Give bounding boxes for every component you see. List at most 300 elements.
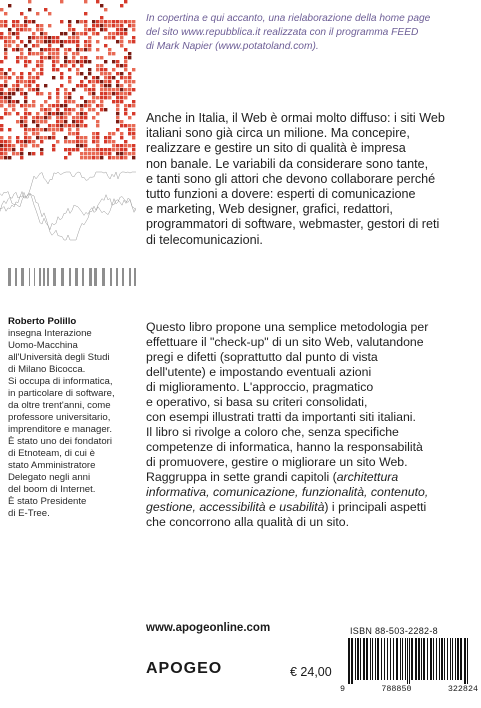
barcode-bar bbox=[377, 638, 379, 680]
description-line: e operativo, si basa su criteri consolidati, bbox=[146, 395, 368, 409]
art-pixel bbox=[84, 48, 87, 51]
art-pixel bbox=[64, 124, 67, 127]
art-pixel bbox=[8, 36, 11, 39]
art-pixel bbox=[20, 116, 23, 119]
art-pixel bbox=[4, 100, 7, 103]
barcode-digit-group: 788850 bbox=[381, 684, 412, 694]
art-pixel bbox=[112, 132, 115, 135]
chapter-list: architettura bbox=[336, 470, 399, 484]
art-pixel bbox=[108, 136, 111, 139]
art-pixel bbox=[4, 84, 7, 87]
art-pixel bbox=[108, 52, 111, 55]
art-pixel bbox=[76, 116, 79, 119]
art-pixel bbox=[132, 20, 135, 23]
art-pixel bbox=[64, 32, 67, 35]
art-pixel bbox=[32, 100, 35, 103]
art-pixel bbox=[72, 56, 75, 59]
art-pixel bbox=[68, 68, 71, 71]
art-pixel bbox=[32, 132, 35, 135]
art-pixel bbox=[20, 28, 23, 31]
art-pixel bbox=[96, 124, 99, 127]
art-pixel bbox=[92, 20, 95, 23]
art-pixel bbox=[120, 156, 123, 159]
art-pixel bbox=[88, 72, 91, 75]
art-pixel bbox=[28, 52, 31, 55]
art-pixel bbox=[128, 52, 131, 55]
art-pixel bbox=[88, 156, 91, 159]
art-pixel bbox=[0, 24, 3, 27]
art-pixel bbox=[24, 84, 27, 87]
art-pixel bbox=[128, 128, 131, 131]
art-pixel bbox=[84, 12, 87, 15]
art-line bbox=[0, 192, 136, 240]
art-pixel bbox=[8, 100, 11, 103]
art-pixel bbox=[16, 80, 19, 83]
art-pixel bbox=[52, 148, 55, 151]
art-pixel bbox=[4, 80, 7, 83]
art-pixel bbox=[0, 68, 3, 71]
art-pixel bbox=[72, 36, 75, 39]
art-pixel bbox=[128, 76, 131, 79]
art-pixel bbox=[20, 148, 23, 151]
decor-bar bbox=[75, 268, 78, 286]
description-line: con esempi illustrati tratti da importanti siti italiani. bbox=[146, 410, 416, 424]
art-pixel bbox=[24, 64, 27, 67]
art-pixel bbox=[124, 20, 127, 23]
art-pixel bbox=[120, 28, 123, 31]
author-bio-line: del boom di Internet. bbox=[8, 484, 96, 495]
art-pixel bbox=[116, 116, 119, 119]
intro-line: e tanti sono gli attori che devono collaborare perché bbox=[146, 171, 436, 186]
art-pixel bbox=[28, 88, 31, 91]
description-text: ) i principali aspetti bbox=[324, 500, 427, 514]
art-pixel bbox=[84, 24, 87, 27]
art-pixel bbox=[28, 80, 31, 83]
art-pixel bbox=[116, 92, 119, 95]
art-pixel bbox=[84, 116, 87, 119]
art-pixel bbox=[88, 44, 91, 47]
art-pixel bbox=[56, 120, 59, 123]
art-pixel bbox=[52, 132, 55, 135]
art-pixel bbox=[120, 124, 123, 127]
art-pixel bbox=[40, 24, 43, 27]
art-pixel bbox=[108, 32, 111, 35]
art-pixel bbox=[24, 128, 27, 131]
art-pixel bbox=[40, 60, 43, 63]
art-pixel bbox=[16, 100, 19, 103]
art-pixel bbox=[100, 152, 103, 155]
art-pixel bbox=[76, 84, 79, 87]
art-pixel bbox=[108, 132, 111, 135]
decor-bar bbox=[15, 268, 17, 286]
art-pixel bbox=[96, 156, 99, 159]
art-pixel bbox=[48, 96, 51, 99]
art-pixel bbox=[4, 112, 7, 115]
art-pixel bbox=[24, 108, 27, 111]
art-pixel bbox=[112, 148, 115, 151]
art-pixel bbox=[44, 108, 47, 111]
art-pixel bbox=[56, 48, 59, 51]
art-pixel bbox=[116, 100, 119, 103]
art-pixel bbox=[56, 96, 59, 99]
barcode-bar bbox=[355, 638, 356, 680]
art-pixel bbox=[40, 68, 43, 71]
art-pixel bbox=[28, 20, 31, 23]
art-pixel bbox=[108, 72, 111, 75]
art-pixel bbox=[68, 48, 71, 51]
art-pixel bbox=[120, 132, 123, 135]
art-pixel bbox=[96, 24, 99, 27]
art-pixel bbox=[4, 92, 7, 95]
art-pixel bbox=[8, 88, 11, 91]
art-pixel bbox=[24, 56, 27, 59]
art-pixel bbox=[16, 152, 19, 155]
art-pixel bbox=[4, 56, 7, 59]
art-pixel bbox=[80, 56, 83, 59]
art-pixel bbox=[20, 144, 23, 147]
chapter-list: informativa, comunicazione, funzionalità, contenuto, bbox=[146, 485, 429, 499]
art-pixel bbox=[120, 84, 123, 87]
art-pixel bbox=[100, 148, 103, 151]
art-pixel bbox=[84, 152, 87, 155]
art-pixel bbox=[88, 92, 91, 95]
caption-line: del sito www.repubblica.it realizzata con il programma FEED bbox=[146, 27, 419, 38]
art-pixel bbox=[8, 156, 11, 159]
art-pixel bbox=[8, 148, 11, 151]
art-pixel bbox=[52, 56, 55, 59]
art-pixel bbox=[132, 28, 135, 31]
art-pixel bbox=[4, 140, 7, 143]
art-pixel bbox=[124, 104, 127, 107]
art-pixel bbox=[88, 148, 91, 151]
art-pixel bbox=[116, 156, 119, 159]
art-pixel bbox=[8, 28, 11, 31]
art-pixel bbox=[44, 112, 47, 115]
art-pixel bbox=[132, 24, 135, 27]
art-pixel bbox=[64, 64, 67, 67]
art-pixel bbox=[16, 60, 19, 63]
art-pixel bbox=[68, 100, 71, 103]
barcode-bar bbox=[439, 638, 440, 680]
art-pixel bbox=[20, 152, 23, 155]
art-pixel bbox=[76, 140, 79, 143]
art-pixel bbox=[56, 116, 59, 119]
art-pixel bbox=[128, 92, 131, 95]
art-pixel bbox=[8, 76, 11, 79]
caption-line: di Mark Napier (www.potatoland.com). bbox=[146, 41, 319, 52]
art-pixel bbox=[48, 56, 51, 59]
art-pixel bbox=[32, 68, 35, 71]
author-bio-line: in particolare di software, bbox=[8, 388, 115, 399]
art-pixel bbox=[100, 80, 103, 83]
decor-bar bbox=[69, 268, 71, 286]
art-pixel bbox=[100, 28, 103, 31]
art-pixel bbox=[44, 120, 47, 123]
art-pixel bbox=[60, 72, 63, 75]
art-pixel bbox=[48, 24, 51, 27]
art-pixel bbox=[116, 60, 119, 63]
author-bio-line: all'Università degli Studi bbox=[8, 352, 110, 363]
art-pixel bbox=[96, 56, 99, 59]
art-pixel bbox=[52, 144, 55, 147]
art-pixel bbox=[88, 48, 91, 51]
art-pixel bbox=[108, 88, 111, 91]
art-pixel bbox=[84, 60, 87, 63]
art-pixel bbox=[132, 156, 135, 159]
art-pixel bbox=[72, 148, 75, 151]
art-pixel bbox=[96, 48, 99, 51]
art-pixel bbox=[36, 124, 39, 127]
art-pixel bbox=[44, 48, 47, 51]
barcode-bar bbox=[348, 638, 350, 684]
art-pixel bbox=[116, 120, 119, 123]
caption-line: In copertina e qui accanto, una rielaborazione della home page bbox=[146, 13, 431, 24]
art-pixel bbox=[8, 4, 11, 7]
art-pixel bbox=[0, 152, 3, 155]
art-pixel bbox=[132, 80, 135, 83]
art-pixel bbox=[72, 116, 75, 119]
art-pixel bbox=[56, 128, 59, 131]
art-pixel bbox=[56, 124, 59, 127]
art-pixel bbox=[120, 4, 123, 7]
art-pixel bbox=[24, 92, 27, 95]
art-pixel bbox=[76, 136, 79, 139]
art-pixel bbox=[108, 96, 111, 99]
art-pixel bbox=[60, 44, 63, 47]
barcode-bar bbox=[366, 638, 368, 680]
art-pixel bbox=[32, 144, 35, 147]
art-pixel bbox=[0, 92, 3, 95]
art-pixel bbox=[0, 128, 3, 131]
art-pixel bbox=[4, 72, 7, 75]
art-pixel bbox=[84, 40, 87, 43]
art-pixel bbox=[24, 24, 27, 27]
art-pixel bbox=[32, 116, 35, 119]
art-pixel bbox=[0, 136, 3, 139]
art-pixel bbox=[20, 92, 23, 95]
art-pixel bbox=[88, 88, 91, 91]
art-pixel bbox=[64, 112, 67, 115]
art-pixel bbox=[124, 108, 127, 111]
art-pixel bbox=[72, 100, 75, 103]
art-pixel bbox=[68, 140, 71, 143]
barcode-bar bbox=[441, 638, 443, 680]
art-pixel bbox=[60, 76, 63, 79]
art-pixel bbox=[68, 124, 71, 127]
art-pixel bbox=[36, 92, 39, 95]
art-pixel bbox=[60, 40, 63, 43]
art-pixel bbox=[36, 116, 39, 119]
art-pixel bbox=[80, 32, 83, 35]
art-pixel bbox=[64, 156, 67, 159]
author-bio bbox=[8, 316, 136, 520]
barcode-digits bbox=[340, 684, 478, 694]
art-pixel bbox=[68, 132, 71, 135]
art-pixel bbox=[12, 72, 15, 75]
art-pixel bbox=[68, 112, 71, 115]
art-pixel bbox=[92, 140, 95, 143]
art-pixel bbox=[24, 144, 27, 147]
author-bio-line: da oltre trent'anni, come bbox=[8, 400, 111, 411]
art-pixel bbox=[128, 84, 131, 87]
art-pixel bbox=[80, 80, 83, 83]
art-pixel bbox=[32, 152, 35, 155]
art-pixel bbox=[72, 108, 75, 111]
art-pixel bbox=[80, 152, 83, 155]
art-pixel bbox=[96, 144, 99, 147]
art-pixel bbox=[80, 120, 83, 123]
description-line: competenze di informatica, hanno la responsabilità bbox=[146, 440, 423, 454]
art-pixel bbox=[64, 120, 67, 123]
art-pixel bbox=[76, 120, 79, 123]
art-pixel bbox=[84, 32, 87, 35]
art-pixel bbox=[80, 112, 83, 115]
art-pixel bbox=[92, 92, 95, 95]
art-pixel bbox=[20, 88, 23, 91]
art-pixel bbox=[76, 68, 79, 71]
art-pixel bbox=[104, 72, 107, 75]
art-pixel bbox=[36, 52, 39, 55]
art-pixel bbox=[56, 104, 59, 107]
art-pixel bbox=[8, 40, 11, 43]
art-pixel bbox=[40, 92, 43, 95]
art-pixel bbox=[104, 76, 107, 79]
art-pixel bbox=[128, 20, 131, 23]
art-pixel bbox=[92, 32, 95, 35]
barcode-bar bbox=[396, 638, 398, 680]
art-pixel bbox=[56, 68, 59, 71]
barcode-bar bbox=[351, 638, 353, 684]
intro-line: programmatori di software, webmaster, gestori di reti bbox=[146, 217, 440, 232]
art-pixel bbox=[40, 104, 43, 107]
art-pixel bbox=[108, 140, 111, 143]
art-pixel bbox=[120, 144, 123, 147]
author-bio-line: insegna Interazione bbox=[8, 328, 92, 339]
art-pixel bbox=[80, 20, 83, 23]
barcode-bar bbox=[430, 638, 432, 680]
art-pixel bbox=[112, 88, 115, 91]
art-pixel bbox=[100, 156, 103, 159]
art-pixel bbox=[120, 136, 123, 139]
art-pixel bbox=[48, 128, 51, 131]
art-pixel bbox=[36, 64, 39, 67]
art-pixel bbox=[48, 52, 51, 55]
publisher-website[interactable]: www.apogeonline.com bbox=[146, 622, 271, 634]
art-pixel bbox=[92, 100, 95, 103]
decor-bar bbox=[29, 268, 30, 286]
decor-bar bbox=[116, 268, 118, 286]
art-pixel bbox=[36, 12, 39, 15]
art-pixel bbox=[44, 40, 47, 43]
art-pixel bbox=[88, 100, 91, 103]
art-pixel bbox=[124, 80, 127, 83]
description-line: di miglioramento. L'approccio, pragmatico bbox=[146, 380, 374, 394]
author-bio-line: di E-Tree. bbox=[8, 508, 50, 519]
art-pixel bbox=[8, 140, 11, 143]
art-pixel bbox=[24, 140, 27, 143]
art-pixel bbox=[92, 88, 95, 91]
art-pixel bbox=[64, 88, 67, 91]
art-pixel bbox=[132, 144, 135, 147]
art-pixel bbox=[84, 84, 87, 87]
art-pixel bbox=[80, 144, 83, 147]
art-pixel bbox=[104, 92, 107, 95]
art-pixel bbox=[52, 36, 55, 39]
art-pixel bbox=[124, 92, 127, 95]
description-line: Il libro si rivolge a coloro che, senza specifiche bbox=[146, 425, 399, 439]
art-pixel bbox=[112, 140, 115, 143]
art-pixel bbox=[84, 140, 87, 143]
art-pixel bbox=[88, 60, 91, 63]
author-bio-line: Delegato negli anni bbox=[8, 472, 91, 483]
author-bio-line: È stato Presidente bbox=[8, 496, 87, 507]
art-pixel bbox=[68, 24, 71, 27]
art-pixel bbox=[96, 32, 99, 35]
decor-bar bbox=[39, 268, 41, 286]
author-bio-line: professore universitario, bbox=[8, 412, 111, 423]
art-pixel bbox=[72, 124, 75, 127]
art-pixel bbox=[40, 32, 43, 35]
barcode-bar bbox=[357, 638, 359, 680]
art-pixel bbox=[40, 28, 43, 31]
art-pixel bbox=[80, 108, 83, 111]
art-pixel bbox=[0, 32, 3, 35]
art-pixel bbox=[92, 156, 95, 159]
art-pixel bbox=[16, 24, 19, 27]
art-pixel bbox=[16, 112, 19, 115]
art-pixel bbox=[36, 136, 39, 139]
art-pixel bbox=[104, 152, 107, 155]
art-pixel bbox=[24, 60, 27, 63]
art-pixel bbox=[72, 132, 75, 135]
art-pixel bbox=[84, 112, 87, 115]
art-pixel bbox=[120, 96, 123, 99]
chapter-list: gestione, accessibilità e usabilità bbox=[146, 500, 325, 514]
art-pixel bbox=[64, 96, 67, 99]
art-pixel bbox=[52, 68, 55, 71]
art-pixel bbox=[120, 64, 123, 67]
art-pixel bbox=[52, 40, 55, 43]
art-pixel bbox=[52, 76, 55, 79]
art-pixel bbox=[84, 124, 87, 127]
art-pixel bbox=[0, 72, 3, 75]
art-pixel bbox=[0, 8, 3, 11]
art-pixel bbox=[128, 56, 131, 59]
art-pixel bbox=[24, 124, 27, 127]
art-pixel bbox=[16, 32, 19, 35]
art-pixel bbox=[20, 56, 23, 59]
art-pixel bbox=[52, 124, 55, 127]
art-pixel bbox=[76, 48, 79, 51]
art-pixel bbox=[80, 124, 83, 127]
art-pixel bbox=[92, 108, 95, 111]
art-pixel bbox=[92, 80, 95, 83]
intro-line: e marketing, Web designer, grafici, redattori, bbox=[146, 202, 393, 217]
artwork-caption bbox=[146, 12, 476, 54]
barcode-bar bbox=[452, 638, 453, 680]
art-pixel bbox=[128, 104, 131, 107]
art-pixel bbox=[8, 92, 11, 95]
art-pixel bbox=[68, 152, 71, 155]
art-pixel bbox=[124, 48, 127, 51]
art-pixel bbox=[116, 108, 119, 111]
art-pixel bbox=[40, 56, 43, 59]
art-pixel bbox=[16, 84, 19, 87]
art-pixel bbox=[116, 148, 119, 151]
art-pixel bbox=[60, 116, 63, 119]
art-pixel bbox=[64, 92, 67, 95]
decor-bar bbox=[94, 268, 97, 286]
